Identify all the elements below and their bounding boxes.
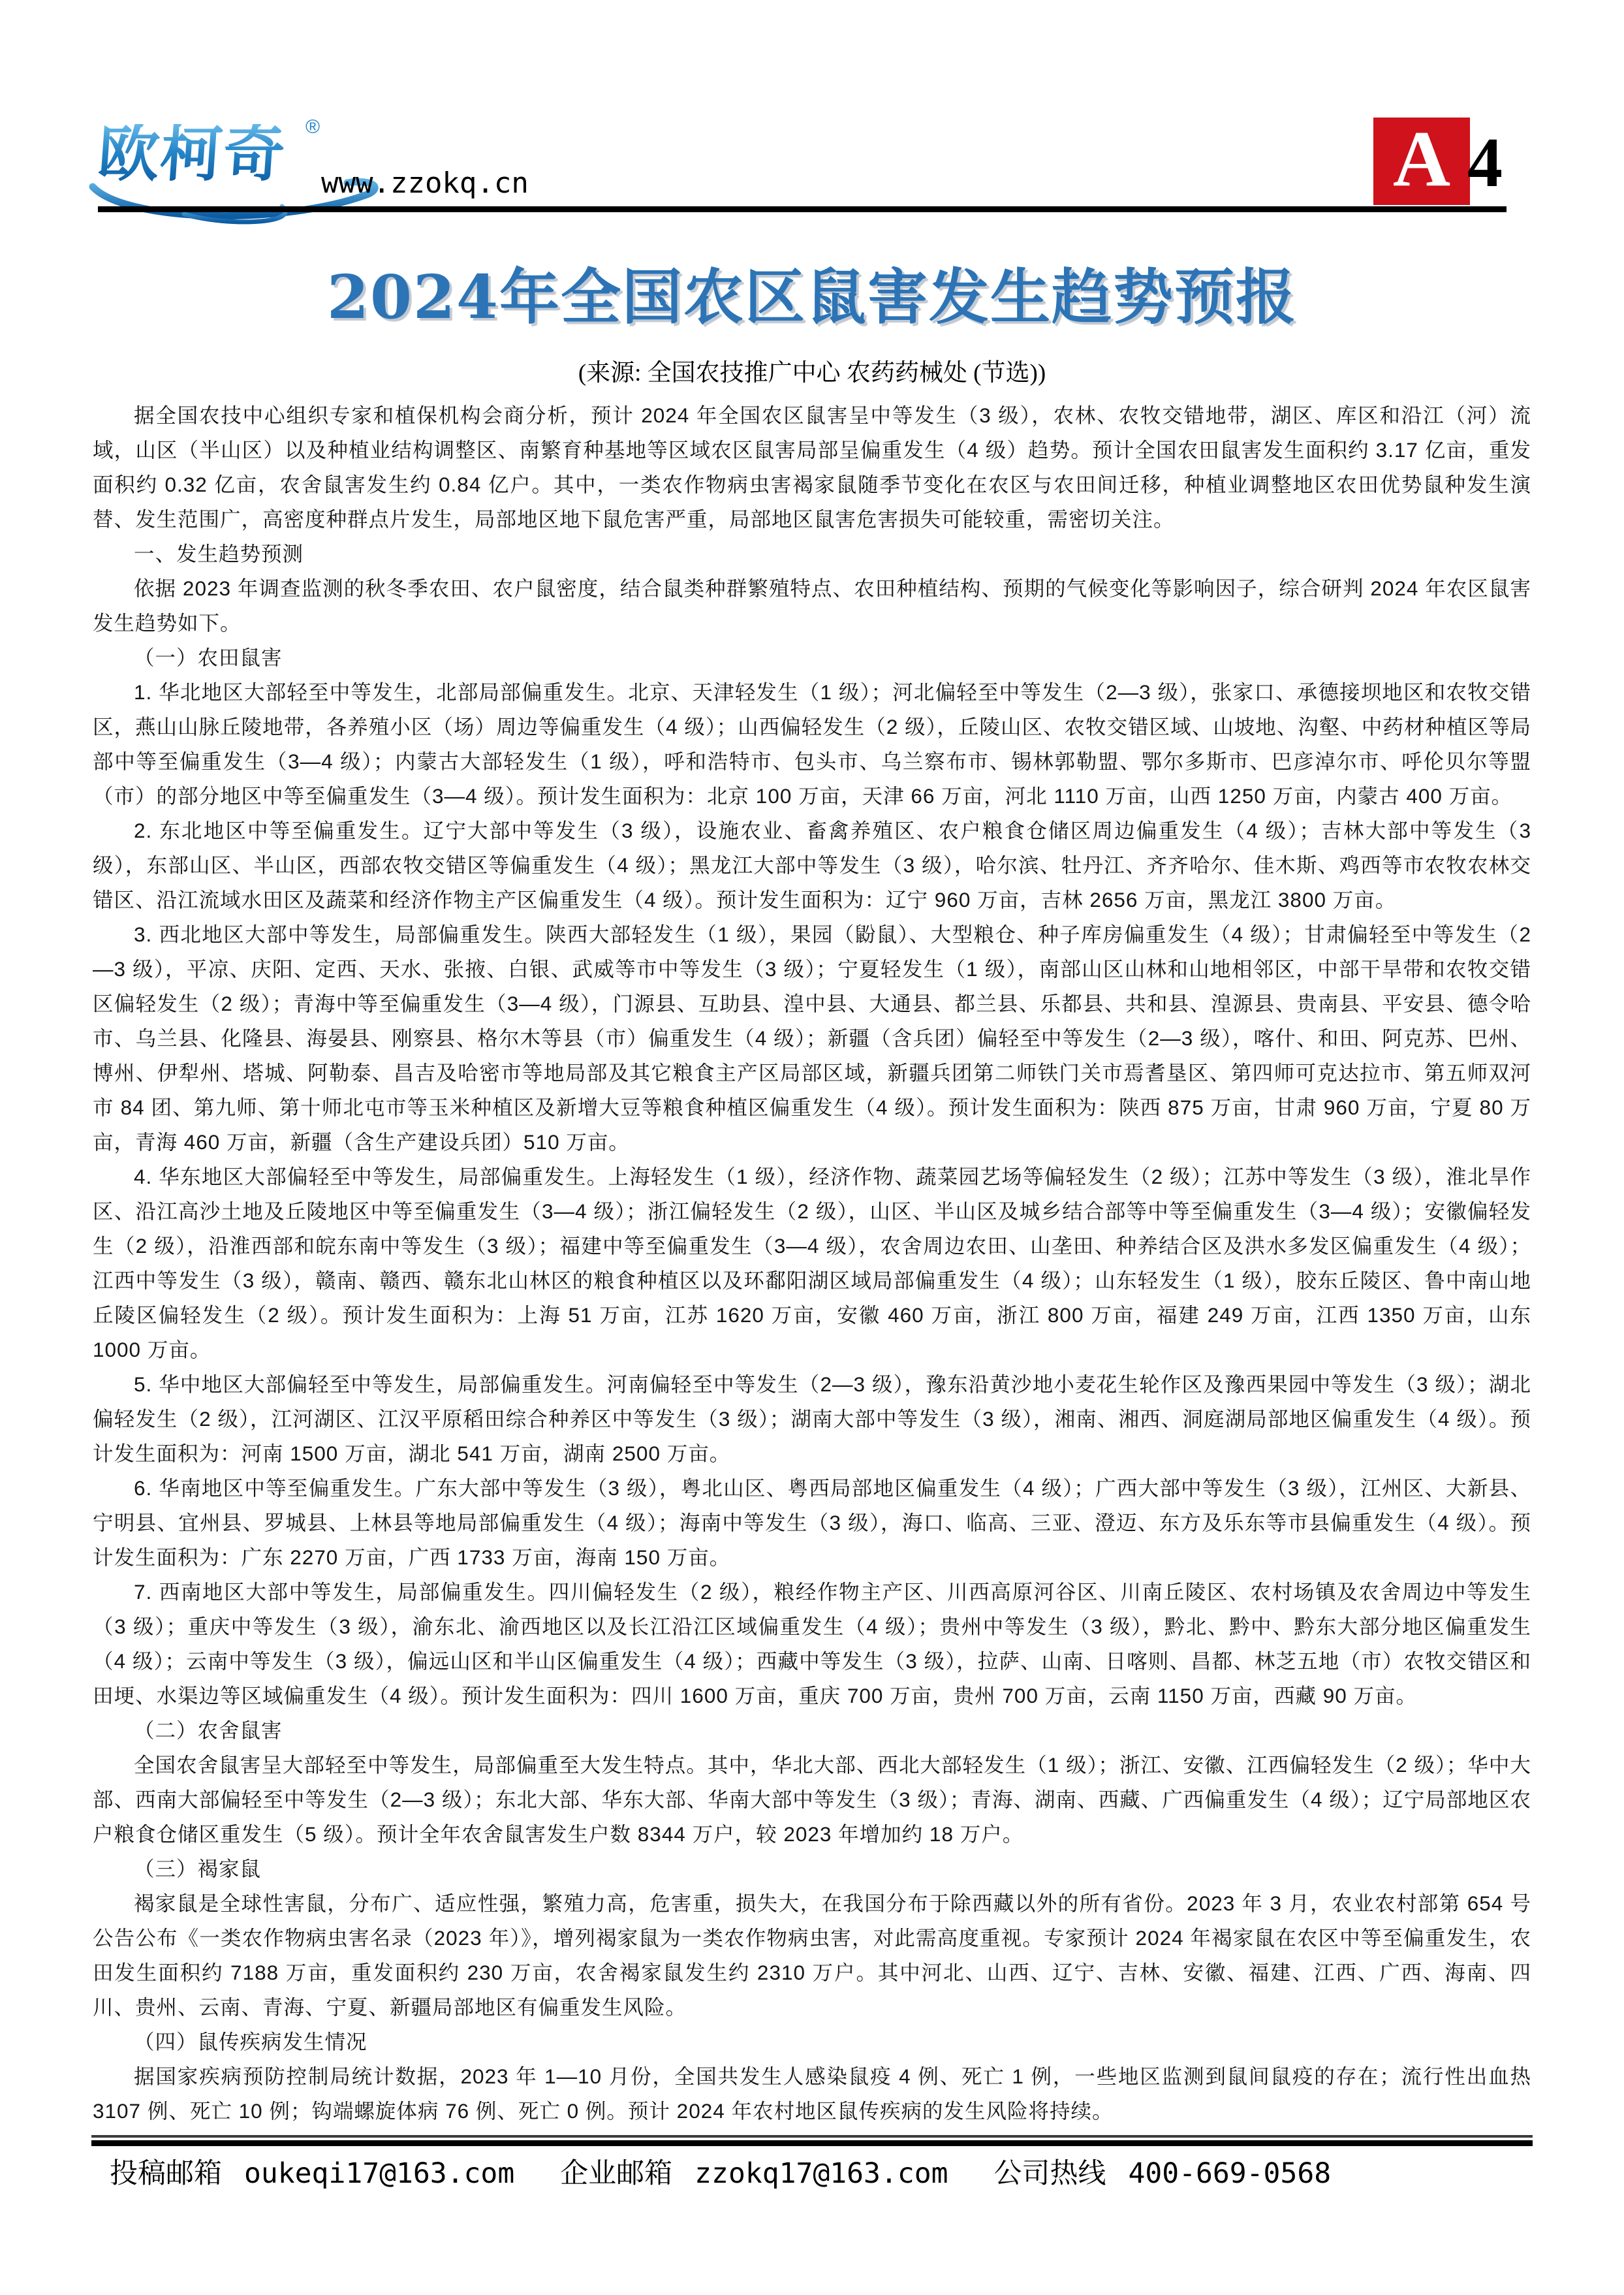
paragraph: 5. 华中地区大部偏轻至中等发生，局部偏重发生。河南偏轻至中等发生（2—3 级），豫东沿黄沙地小麦花生轮作区及豫西果园中等发生（3 级）；湖北偏轻发生（2 级），江河湖区、江汉平原稻田综合种养区中等发生（3 级）；湖南大部中等发生（3 级），湘南、湘西、洞庭湖局部地区偏重发生（4 级）。预计发生面积为：河南 1500 万亩，湖北 541 万亩，湖南 2500 万亩。 bbox=[93, 1372, 1531, 1465]
page-header bbox=[0, 0, 1624, 215]
paragraph: 3. 西北地区大部中等发生，局部偏重发生。陕西大部轻发生（1 级），果园（鼢鼠）、大型粮仓、种子库房偏重发生（4 级）；甘肃偏轻至中等发生（2—3 级），平凉、庆阳、定西、天水、张掖、白银、武威等市中等发生（3 级）；宁夏轻发生（1 级），南部山区山林和山地相邻区，中部干旱带和农牧交错区偏轻发生（2 级）；青海中等至偏重发生（3—4 级），门源县、互助县、湟中县、大通县、都兰县、乐都县、共和县、湟源县、贵南县、平安县、德令哈市、乌兰县、化隆县、海晏县、刚察县、格尔木等县（市）偏重发生（4 级）；新疆（含兵团）偏轻至中等发生（2—3 级），喀什、和田、阿克苏、巴州、博州、伊犁州、塔城、阿勒泰、昌吉及哈密市等地局部及其它粮食主产区局部区域，新疆兵团第二师铁门关市焉耆垦区、第四师可克达拉市、第五师双河市 84 团、第九师、第十师北屯市等玉米种植区及新增大豆等粮食种植区偏重发生（4 级）。预计发生面积为：陕西 875 万亩，甘肃 960 万亩，宁夏 80 万亩，青海 460 万亩，新疆（含生产建设兵团）510 万亩。 bbox=[93, 923, 1531, 1154]
footer-value-submission-email: oukeqi17@163.com bbox=[244, 2157, 515, 2190]
company-logo-text: 欧柯奇 bbox=[95, 119, 289, 190]
section-heading: （二）农舍鼠害 bbox=[134, 1718, 283, 1742]
paragraph: 依据 2023 年调查监测的秋冬季农田、农户鼠密度，结合鼠类种群繁殖特点、农田种植结构、预期的气候变化等影响因子，综合研判 2024 年农区鼠害发生趋势如下。 bbox=[93, 577, 1531, 635]
section-heading: 一、发生趋势预测 bbox=[134, 542, 304, 565]
footer-label-hotline: 公司热线 bbox=[993, 2159, 1106, 2189]
paragraph: 2. 东北地区中等至偏重发生。辽宁大部中等发生（3 级），设施农业、畜禽养殖区、农户粮食仓储区周边偏重发生（4 级）；吉林大部中等发生（3 级），东部山区、半山区，西部农牧交错区等偏重发生（4 级）；黑龙江大部中等发生（3 级），哈尔滨、牡丹江、齐齐哈尔、佳木斯、鸡西等市农牧农林交错区、沿江流域水田区及蔬菜和经济作物主产区偏重发生（4 级）。预计发生面积为：辽宁 960 万亩，吉林 2656 万亩，黑龙江 3800 万亩。 bbox=[93, 819, 1531, 911]
section-heading: （一）农田鼠害 bbox=[134, 646, 283, 669]
footer-divider-thin-line bbox=[91, 2135, 1533, 2138]
paragraph: 褐家鼠是全球性害鼠，分布广、适应性强，繁殖力高，危害重，损失大，在我国分布于除西藏以外的所有省份。2023 年 3 月，农业农村部第 654 号公告公布《一类农作物病虫害名录（2023 年）》，增列褐家鼠为一类农作物病虫害，对此需高度重视。专家预计 2024 年褐家鼠在农区中等至偏重发生，农田发生面积约 7188 万亩，重发面积约 230 万亩，农舍褐家鼠发生约 2310 万户。其中河北、山西、辽宁、吉林、安徽、福建、江西、广西、海南、四川、贵州、云南、青海、宁夏、新疆局部地区有偏重发生风险。 bbox=[93, 1891, 1531, 2019]
article-title: 2024年全国农区鼠害发生趋势预报 bbox=[326, 262, 1298, 332]
paragraph: 1. 华北地区大部轻至中等发生，北部局部偏重发生。北京、天津轻发生（1 级）；河北偏轻至中等发生（2—3 级），张家口、承德接坝地区和农牧交错区，燕山山脉丘陵地带，各养殖小区（场）周边等偏重发生（4 级）；山西偏轻发生（2 级），丘陵山区、农牧交错区域、山坡地、沟壑、中药材种植区等局部中等至偏重发生（3—4 级）；内蒙古大部轻发生（1 级），呼和浩特市、包头市、乌兰察布市、锡林郭勒盟、鄂尔多斯市、巴彦淖尔市、呼伦贝尔等盟（市）的部分地区中等至偏重发生（3—4 级）。预计发生面积为：北京 100 万亩，天津 66 万亩，河北 1110 万亩，山西 1250 万亩，内蒙古 400 万亩。 bbox=[93, 680, 1531, 808]
header-divider bbox=[98, 206, 1507, 212]
section-heading: （四）鼠传疾病发生情况 bbox=[134, 2030, 367, 2053]
paragraph: 4. 华东地区大部偏轻至中等发生，局部偏重发生。上海轻发生（1 级），经济作物、蔬菜园艺场等偏轻发生（2 级）；江苏中等发生（3 级），淮北旱作区、沿江高沙土地及丘陵地区中等至偏重发生（3—4 级）；浙江偏轻发生（2 级），山区、半山区及城乡结合部等中等至偏重发生（3—4 级）；安徽偏轻发生（2 级），沿淮西部和皖东南中等发生（3 级）；福建中等至偏重发生（3—4 级），农舍周边农田、山垄田、种养结合区及洪水多发区偏重发生（4 级）；江西中等发生（3 级），赣南、赣西、赣东北山林区的粮食种植区以及环鄱阳湖区域局部偏重发生（4 级）；山东轻发生（1 级），胶东丘陵区、鲁中南山地丘陵区偏轻发生（2 级）。预计发生面积为：上海 51 万亩，江苏 1620 万亩，安徽 460 万亩，浙江 800 万亩，福建 249 万亩，江西 1350 万亩，山东 1000 万亩。 bbox=[93, 1165, 1531, 1361]
source-line: (来源: 全国农技推广中心 农药药械处 (节选)) bbox=[578, 360, 1046, 387]
badge-letter: A bbox=[1392, 115, 1451, 203]
registered-trademark-icon: ® bbox=[305, 116, 320, 138]
article-body bbox=[93, 398, 1531, 2129]
paragraph: 据国家疾病预防控制局统计数据，2023 年 1—10 月份，全国共发生人感染鼠疫 4 例、死亡 1 例，一些地区监测到鼠间鼠疫的存在；流行性出血热 3107 例、死亡 10 例；钩端螺旋体病 76 例、死亡 0 例。预计 2024 年农村地区鼠传疾病的发生风险将持续。 bbox=[93, 2065, 1531, 2123]
footer-value-hotline: 400-669-0568 bbox=[1128, 2157, 1332, 2190]
footer-divider-thick-line bbox=[91, 2140, 1533, 2146]
footer-item bbox=[560, 2151, 948, 2191]
footer-divider bbox=[91, 2135, 1533, 2146]
footer-value-company-email: zzokq17@163.com bbox=[695, 2157, 948, 2190]
paragraph: 全国农舍鼠害呈大部轻至中等发生，局部偏重至大发生特点。其中，华北大部、西北大部轻发生（1 级）；浙江、安徽、江西偏轻发生（2 级）；华中大部、西南大部偏轻至中等发生（2—3 级）；东北大部、华东大部、华南大部中等发生（3 级）；青海、湖南、西藏、广西偏重发生（4 级）；辽宁局部地区农户粮食仓储区重发生（5 级）。预计全年农舍鼠害发生户数 8344 万户，较 2023 年增加约 18 万户。 bbox=[93, 1753, 1531, 1846]
paragraph: 6. 华南地区中等至偏重发生。广东大部中等发生（3 级），粤北山区、粤西局部地区偏重发生（4 级）；广西大部中等发生（3 级），江州区、大新县、宁明县、宜州县、罗城县、上林县等地局部偏重发生（4 级）；海南中等发生（3 级），海口、临高、三亚、澄迈、东方及乐东等市县偏重发生（4 级）。预计发生面积为：广东 2270 万亩，广西 1733 万亩，海南 150 万亩。 bbox=[93, 1476, 1531, 1569]
website-url: www.zzokq.cn bbox=[321, 166, 529, 200]
page-section-badge bbox=[1373, 115, 1470, 205]
page-footer bbox=[110, 2151, 1546, 2191]
footer-label-company-email: 企业邮箱 bbox=[560, 2159, 673, 2189]
paragraph: 7. 西南地区大部中等发生，局部偏重发生。四川偏轻发生（2 级），粮经作物主产区、川西高原河谷区、川南丘陵区、农村场镇及农舍周边中等发生（3 级）；重庆中等发生（3 级），渝东北、渝西地区以及长江沿江区域偏重发生（4 级）；贵州中等发生（3 级），黔北、黔中、黔东大部分地区偏重发生（4 级）；云南中等发生（3 级），偏远山区和半山区偏重发生（4 级）；西藏中等发生（3 级），拉萨、山南、日喀则、昌都、林芝五地（市）农牧交错区和田埂、水渠边等区域偏重发生（4 级）。预计发生面积为：四川 1600 万亩，重庆 700 万亩，贵州 700 万亩，云南 1150 万亩，西藏 90 万亩。 bbox=[93, 1580, 1531, 1707]
badge-number: 4 bbox=[1467, 124, 1503, 202]
footer-item bbox=[110, 2151, 514, 2191]
footer-item bbox=[993, 2151, 1331, 2191]
footer-label-submission-email: 投稿邮箱 bbox=[110, 2159, 222, 2189]
paragraph: 据全国农技中心组织专家和植保机构会商分析，预计 2024 年全国农区鼠害呈中等发生（3 级），农林、农牧交错地带，湖区、库区和沿江（河）流域，山区（半山区）以及种植业结构调整区、南繁育种基地等区域农区鼠害局部呈偏重发生（4 级）趋势。预计全国农田鼠害发生面积约 3.17 亿亩，重发面积约 0.32 亿亩，农舍鼠害发生约 0.84 亿户。其中，一类农作物病虫害褐家鼠随季节变化在农区与农田间迁移，种植业调整地区农田优势鼠种发生演替、发生范围广，高密度种群点片发生，局部地区地下鼠危害严重，局部地区鼠害危害损失可能较重，需密切关注。 bbox=[93, 404, 1531, 531]
section-heading: （三）褐家鼠 bbox=[134, 1857, 262, 1880]
